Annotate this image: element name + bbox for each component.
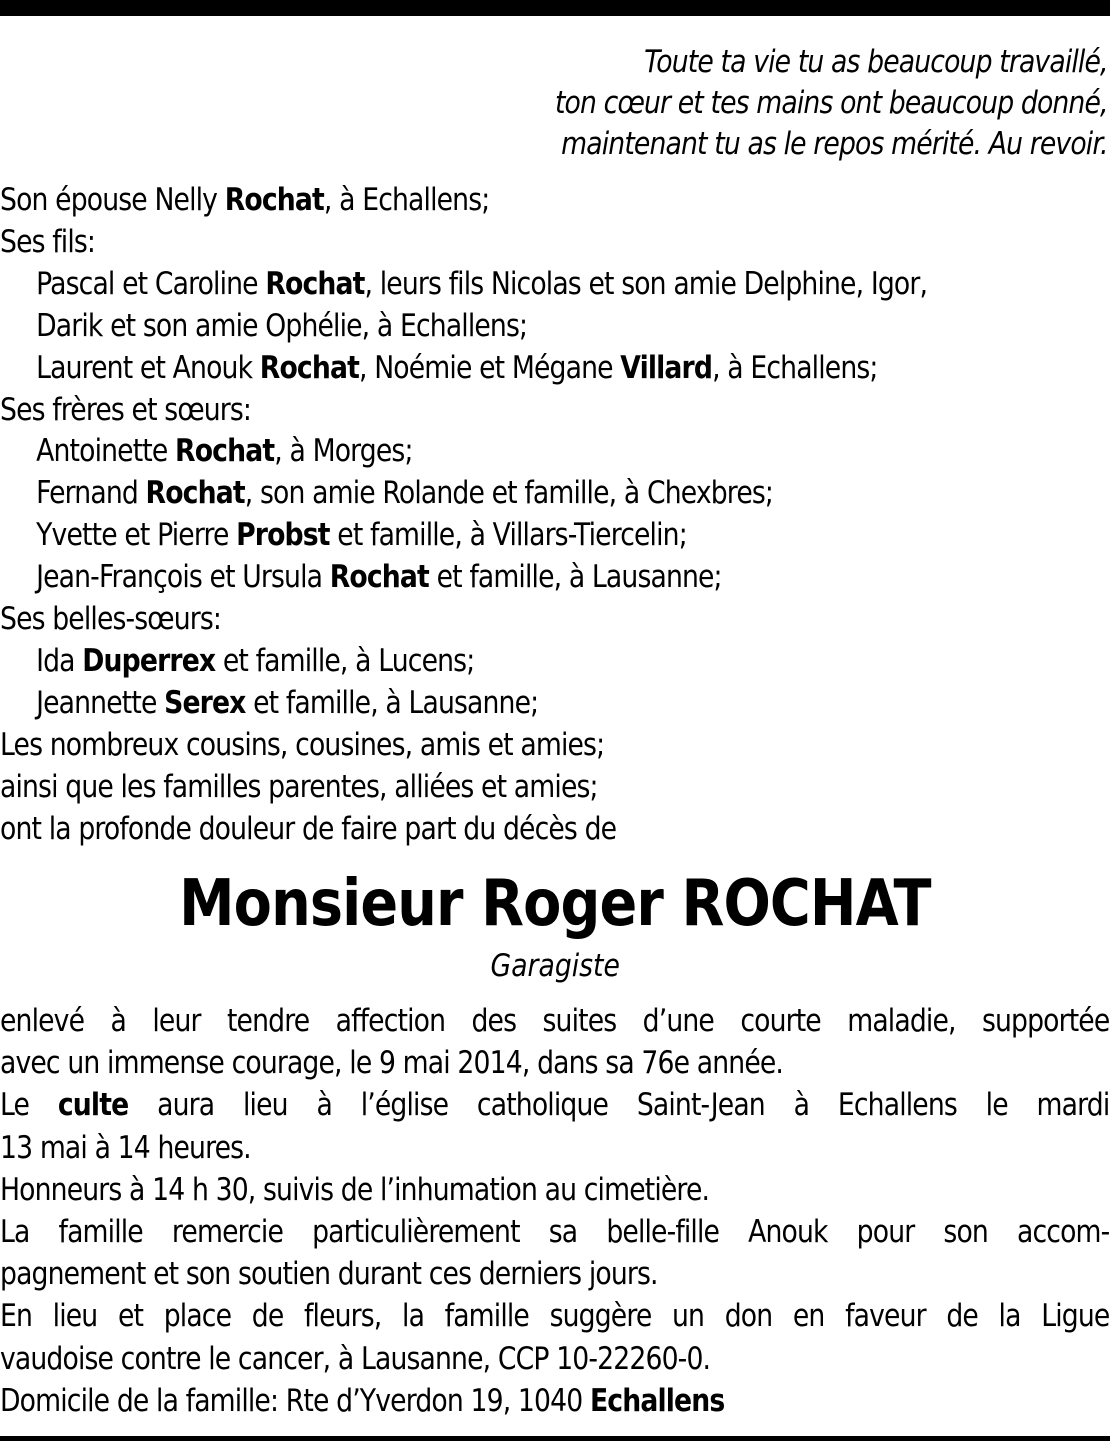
siblings-heading: Ses frères et sœurs:: [0, 391, 252, 428]
funeral-details: [0, 1000, 1109, 1422]
closing-line: Les nombreux cousins, cousines, amis et amies;: [0, 726, 605, 763]
closing-line: ont la profonde douleur de faire part du décès de: [0, 810, 617, 847]
deceased-profession: Garagiste: [490, 948, 620, 984]
sibling-line: Fernand Rochat, son amie Rolande et famille, à Chexbres;: [36, 475, 774, 512]
sisters-in-law-heading: Ses belles-sœurs:: [0, 601, 222, 638]
son-line: Pascal et Caroline Rochat, leurs fils Nicolas et son amie Delphine, Igor,: [36, 265, 928, 302]
spouse-line: Son épouse Nelly Rochat, à Echallens;: [0, 182, 490, 218]
son-line: Laurent et Anouk Rochat, Noémie et Mégane Villard, à Echallens;: [36, 349, 878, 386]
service-time-line: 13 mai à 14 heures.: [0, 1129, 251, 1166]
son-line: Darik et son amie Ophélie, à Echallens;: [36, 307, 528, 344]
epigraph-line: ton cœur et tes mains ont beaucoup donné,: [555, 85, 1108, 121]
service-line: Le culte aura lieu à l’église catholique Saint-Jean à Echallens le mardi: [0, 1087, 1110, 1124]
death-notice-line: avec un immense courage, le 9 mai 2014, dans sa 76e année.: [0, 1045, 784, 1082]
deceased-name: Monsieur Roger ROCHAT: [179, 867, 931, 941]
bottom-rule: [0, 1436, 1110, 1441]
thanks-line: La famille remercie particulièrement sa belle-fille Anouk pour son accom-: [0, 1214, 1110, 1251]
top-rule: [0, 0, 1110, 16]
donation-line: vaudoise contre le cancer, à Lausanne, CCP 10-22260-0.: [0, 1340, 711, 1377]
address-line: Domicile de la famille: Rte d’Yverdon 19, 1040 Echallens: [0, 1382, 725, 1419]
sibling-line: Yvette et Pierre Probst et famille, à Villars-Tiercelin;: [36, 517, 687, 554]
sibling-line: Jean-François et Ursula Rochat et famille, à Lausanne;: [36, 559, 722, 596]
sister-in-law-line: Jeannette Serex et famille, à Lausanne;: [36, 684, 539, 721]
death-notice-line: enlevé à leur tendre affection des suites d’une courte maladie, supportée: [0, 1003, 1110, 1039]
sister-in-law-line: Ida Duperrex et famille, à Lucens;: [36, 642, 475, 679]
sibling-line: Antoinette Rochat, à Morges;: [36, 433, 413, 470]
epigraph-line: Toute ta vie tu as beaucoup travaillé,: [644, 44, 1108, 80]
sons-heading: Ses fils:: [0, 223, 96, 260]
closing-line: ainsi que les familles parentes, alliées et amies;: [0, 768, 598, 805]
honours-line: Honneurs à 14 h 30, suivis de l’inhumation au cimetière.: [0, 1171, 710, 1208]
family-list: [0, 180, 1109, 851]
epigraph: [555, 42, 1108, 165]
thanks-line: pagnement et son soutien durant ces derniers jours.: [0, 1256, 658, 1293]
donation-line: En lieu et place de fleurs, la famille suggère un don en faveur de la Ligue: [0, 1298, 1110, 1335]
epigraph-line: maintenant tu as le repos mérité. Au revoir.: [561, 126, 1108, 162]
